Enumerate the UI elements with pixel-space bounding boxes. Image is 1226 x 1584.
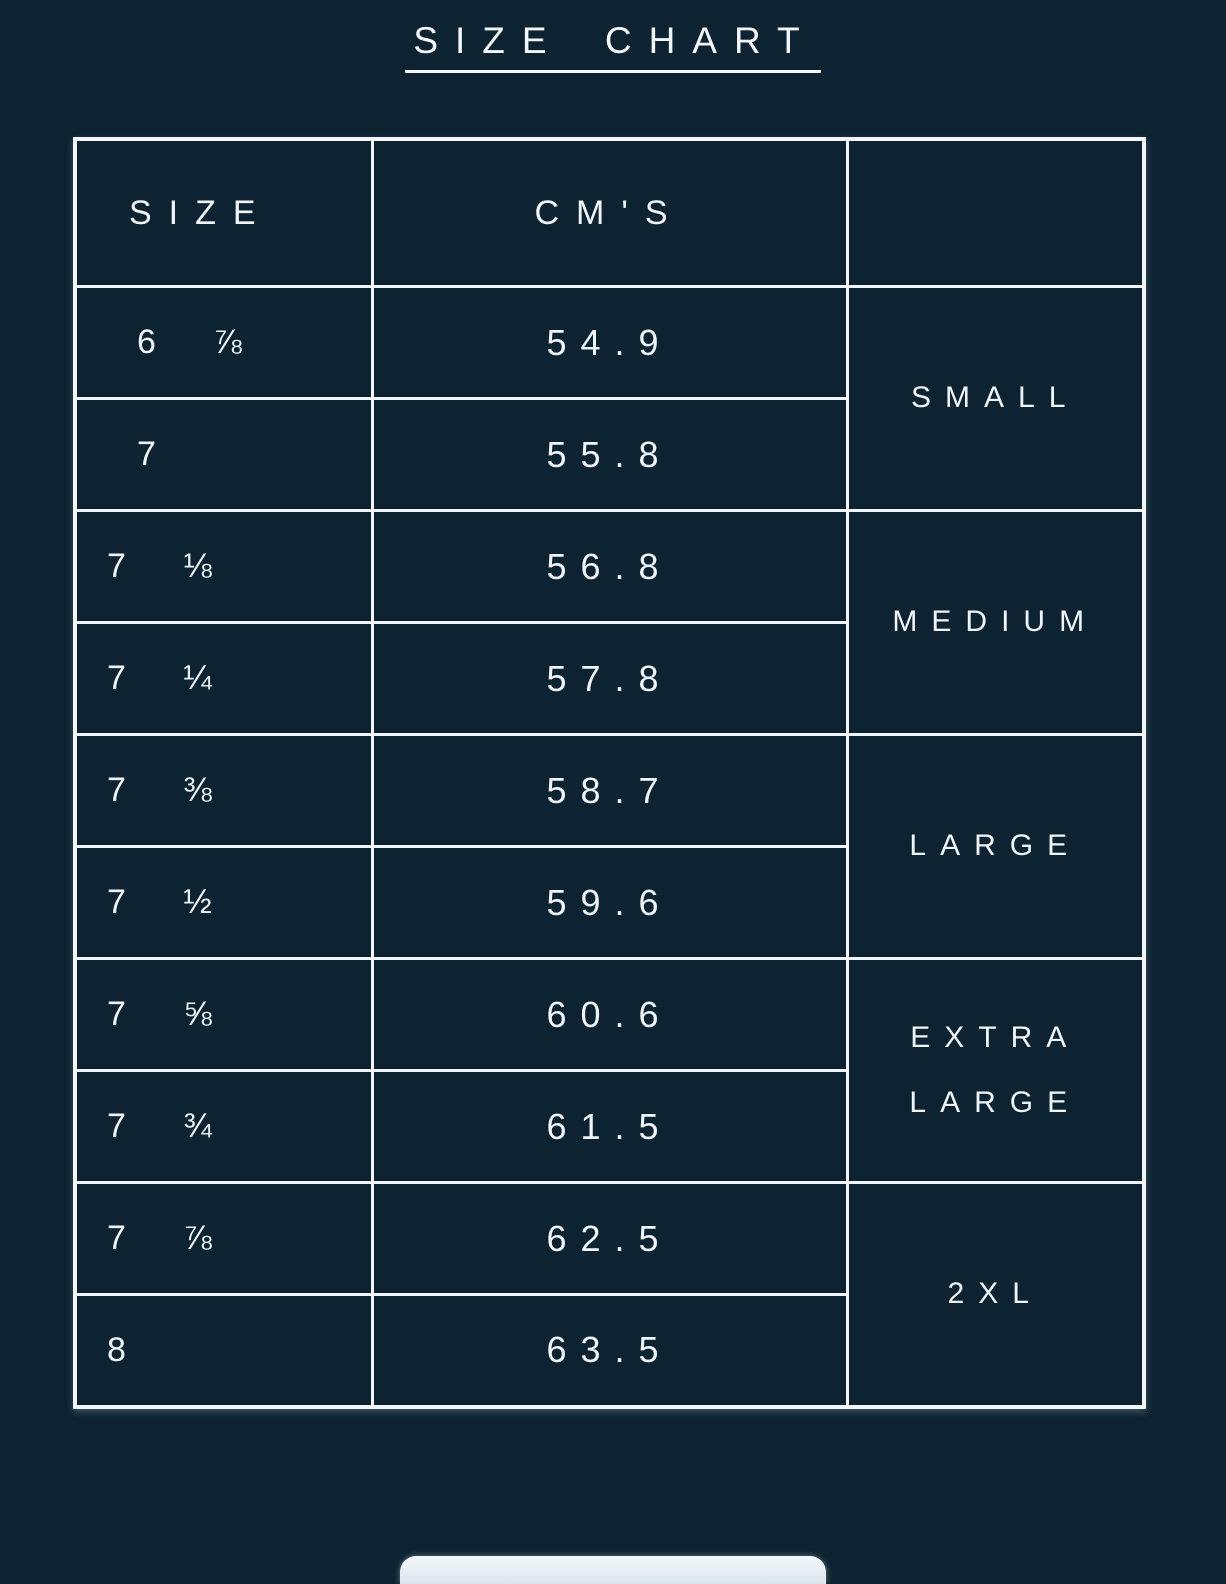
cm-cell: 60.6	[372, 959, 847, 1071]
cm-cell: 63.5	[372, 1295, 847, 1407]
size-cell: 7	[75, 399, 372, 511]
table-row	[75, 959, 1144, 1071]
size-cell: 7 ⅜	[75, 735, 372, 847]
table-row	[75, 287, 1144, 399]
size-cell: 7 ¼	[75, 623, 372, 735]
size-chart-table	[73, 137, 1146, 1409]
page-title-text: SIZE CHART	[405, 20, 820, 73]
size-cell: 6 ⅞	[75, 287, 372, 399]
cm-cell: 58.7	[372, 735, 847, 847]
cm-cell: 61.5	[372, 1071, 847, 1183]
fit-group-label: 2XL	[847, 1183, 1144, 1407]
cm-cell: 62.5	[372, 1183, 847, 1295]
fit-group-label: MEDIUM	[847, 511, 1144, 735]
size-cell: 7 ⅛	[75, 511, 372, 623]
cm-cell: 57.8	[372, 623, 847, 735]
column-header-size: SIZE	[75, 139, 372, 287]
cm-cell: 54.9	[372, 287, 847, 399]
size-cell: 7 ⅝	[75, 959, 372, 1071]
column-header-cm: CM'S	[372, 139, 847, 287]
fit-group-label: LARGE	[847, 735, 1144, 959]
size-cell: 7 ⅞	[75, 1183, 372, 1295]
column-header-group	[847, 139, 1144, 287]
bottom-button[interactable]	[400, 1556, 826, 1584]
size-cell: 7 ¾	[75, 1071, 372, 1183]
fit-group-label: EXTRA LARGE	[847, 959, 1144, 1183]
size-cell: 7 ½	[75, 847, 372, 959]
cm-cell: 59.6	[372, 847, 847, 959]
page-title	[0, 20, 1226, 73]
size-cell: 8	[75, 1295, 372, 1407]
table-row	[75, 735, 1144, 847]
cm-cell: 56.8	[372, 511, 847, 623]
table-header-row	[75, 139, 1144, 287]
table-row	[75, 511, 1144, 623]
table-row	[75, 1183, 1144, 1295]
cm-cell: 55.8	[372, 399, 847, 511]
fit-group-label: SMALL	[847, 287, 1144, 511]
